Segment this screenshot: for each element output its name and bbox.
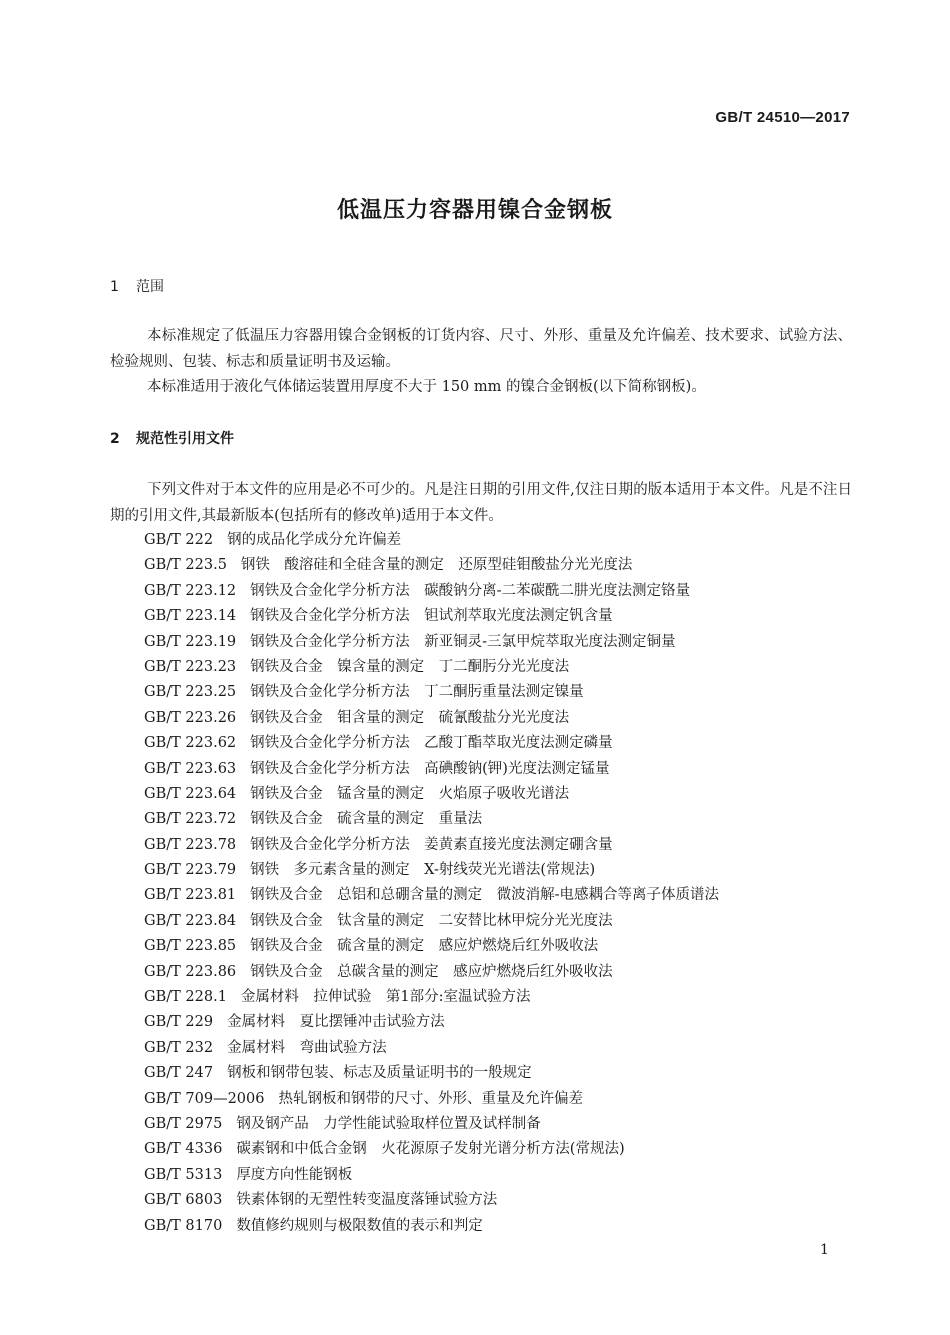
reference-title: 钢铁及合金化学分析方法 姜黄素直接光度法测定硼含量	[250, 836, 613, 853]
reference-code: GB/T 223.78	[144, 836, 237, 853]
reference-item	[144, 909, 864, 934]
reference-item	[144, 630, 864, 655]
reference-item	[144, 985, 864, 1010]
reference-code: GB/T 229	[144, 1014, 214, 1031]
reference-item	[144, 807, 864, 832]
reference-title: 金属材料 夏比摆锤冲击试验方法	[227, 1014, 445, 1031]
reference-item	[144, 680, 864, 705]
reference-code: GB/T 223.62	[144, 735, 237, 752]
section-2-number: 2	[110, 431, 120, 447]
reference-title: 金属材料 弯曲试验方法	[227, 1039, 387, 1056]
page-number: 1	[820, 1242, 829, 1258]
reference-title: 金属材料 拉伸试验 第1部分:室温试验方法	[240, 989, 531, 1006]
reference-item	[144, 1010, 864, 1035]
reference-title: 厚度方向性能钢板	[236, 1166, 353, 1183]
reference-code: GB/T 223.81	[144, 887, 237, 904]
references-intro: 下列文件对于本文件的应用是必不可少的。凡是注日期的引用文件,仅注日期的版本适用于本文件。凡是不注日期的引用文件,其最新版本(包括所有的修改单)适用于本文件。	[110, 482, 852, 524]
reference-code: GB/T 223.85	[144, 938, 237, 955]
section-2-heading	[110, 428, 234, 448]
reference-code: GB/T 6803	[144, 1192, 223, 1209]
reference-code: GB/T 223.25	[144, 684, 237, 701]
section-1-heading	[110, 276, 164, 296]
scope-paragraph-1: 本标准规定了低温压力容器用镍合金钢板的订货内容、尺寸、外形、重量及允许偏差、技术要求、试验方法、检验规则、包装、标志和质量证明书及运输。	[110, 328, 852, 370]
reference-title: 钢铁及合金化学分析方法 钽试剂萃取光度法测定钒含量	[250, 608, 613, 625]
reference-item	[144, 604, 864, 629]
reference-list	[144, 528, 864, 1239]
reference-item	[144, 655, 864, 680]
reference-title: 钢铁 多元素含量的测定 X-射线荧光光谱法(常规法)	[250, 862, 596, 879]
reference-code: GB/T 228.1	[144, 989, 227, 1006]
reference-item	[144, 528, 864, 553]
reference-item	[144, 883, 864, 908]
reference-code: GB/T 709—2006	[144, 1090, 265, 1107]
document-title: 低温压力容器用镍合金钢板	[336, 198, 613, 223]
reference-code: GB/T 223.23	[144, 658, 237, 675]
reference-title: 钢铁及合金 镍含量的测定 丁二酮肟分光光度法	[250, 658, 570, 675]
reference-title: 钢铁及合金 钛含量的测定 二安替比林甲烷分光光度法	[250, 912, 613, 929]
reference-title: 钢铁及合金化学分析方法 碳酸钠分离-二苯碳酰二肼光度法测定铬量	[250, 582, 691, 599]
reference-title: 钢板和钢带包装、标志及质量证明书的一般规定	[227, 1065, 532, 1082]
reference-code: GB/T 223.12	[144, 582, 237, 599]
section-1-title: 范围	[136, 279, 164, 295]
reference-code: GB/T 222	[144, 532, 214, 548]
reference-code: GB/T 223.79	[144, 862, 237, 879]
reference-item	[144, 1214, 864, 1239]
reference-title: 热轧钢板和钢带的尺寸、外形、重量及允许偏差	[278, 1090, 583, 1107]
standard-code: GB/T 24510—2017	[715, 109, 850, 126]
reference-code: GB/T 2975	[144, 1115, 223, 1132]
reference-code: GB/T 4336	[144, 1141, 223, 1158]
reference-code: GB/T 8170	[144, 1217, 223, 1234]
reference-title: 钢铁及合金 总铝和总硼含量的测定 微波消解-电感耦合等离子体质谱法	[250, 887, 720, 904]
reference-item	[144, 1036, 864, 1061]
reference-item	[144, 1137, 864, 1162]
reference-item	[144, 706, 864, 731]
scope-paragraph-2: 本标准适用于液化气体储运装置用厚度不大于 150 mm 的镍合金钢板(以下简称钢板)。	[147, 379, 706, 395]
reference-code: GB/T 223.64	[144, 785, 237, 802]
reference-item	[144, 1112, 864, 1137]
reference-title: 钢铁及合金 总碳含量的测定 感应炉燃烧后红外吸收法	[250, 963, 613, 980]
reference-title: 钢铁及合金 钼含量的测定 硫氰酸盐分光光度法	[250, 709, 570, 726]
reference-title: 铁素体钢的无塑性转变温度落锤试验方法	[236, 1192, 498, 1209]
section-1-number: 1	[110, 279, 119, 295]
reference-item	[144, 1061, 864, 1086]
reference-code: GB/T 223.63	[144, 760, 237, 777]
section-2-title: 规范性引用文件	[136, 431, 234, 447]
reference-code: GB/T 247	[144, 1065, 214, 1082]
reference-item	[144, 1188, 864, 1213]
reference-item	[144, 757, 864, 782]
reference-code: GB/T 5313	[144, 1166, 223, 1183]
reference-title: 碳素钢和中低合金钢 火花源原子发射光谱分析方法(常规法)	[236, 1141, 625, 1158]
reference-title: 钢铁及合金化学分析方法 乙酸丁酯萃取光度法测定磷量	[250, 735, 613, 752]
reference-item	[144, 731, 864, 756]
reference-item	[144, 960, 864, 985]
reference-item	[144, 553, 864, 578]
reference-code: GB/T 223.5	[144, 557, 227, 574]
reference-item	[144, 858, 864, 883]
reference-item	[144, 1087, 864, 1112]
reference-title: 钢铁及合金化学分析方法 新亚铜灵-三氯甲烷萃取光度法测定铜量	[250, 633, 676, 650]
reference-title: 钢及钢产品 力学性能试验取样位置及试样制备	[236, 1115, 541, 1132]
reference-item	[144, 934, 864, 959]
reference-title: 钢铁及合金 硫含量的测定 重量法	[250, 811, 483, 828]
reference-title: 钢铁及合金 锰含量的测定 火焰原子吸收光谱法	[250, 785, 570, 802]
reference-code: GB/T 223.84	[144, 912, 237, 929]
reference-item	[144, 782, 864, 807]
reference-code: GB/T 232	[144, 1039, 214, 1056]
reference-code: GB/T 223.86	[144, 963, 237, 980]
reference-title: 钢的成品化学成分允许偏差	[227, 532, 402, 548]
reference-item	[144, 833, 864, 858]
reference-title: 钢铁及合金化学分析方法 丁二酮肟重量法测定镍量	[250, 684, 584, 701]
reference-title: 钢铁及合金化学分析方法 高碘酸钠(钾)光度法测定锰量	[250, 760, 610, 777]
reference-code: GB/T 223.19	[144, 633, 237, 650]
reference-item	[144, 579, 864, 604]
reference-title: 钢铁 酸溶硅和全硅含量的测定 还原型硅钼酸盐分光光度法	[240, 557, 633, 574]
reference-code: GB/T 223.14	[144, 608, 237, 625]
reference-item	[144, 1163, 864, 1188]
reference-title: 数值修约规则与极限数值的表示和判定	[236, 1217, 483, 1234]
reference-code: GB/T 223.72	[144, 811, 237, 828]
reference-code: GB/T 223.26	[144, 709, 237, 726]
reference-title: 钢铁及合金 硫含量的测定 感应炉燃烧后红外吸收法	[250, 938, 599, 955]
